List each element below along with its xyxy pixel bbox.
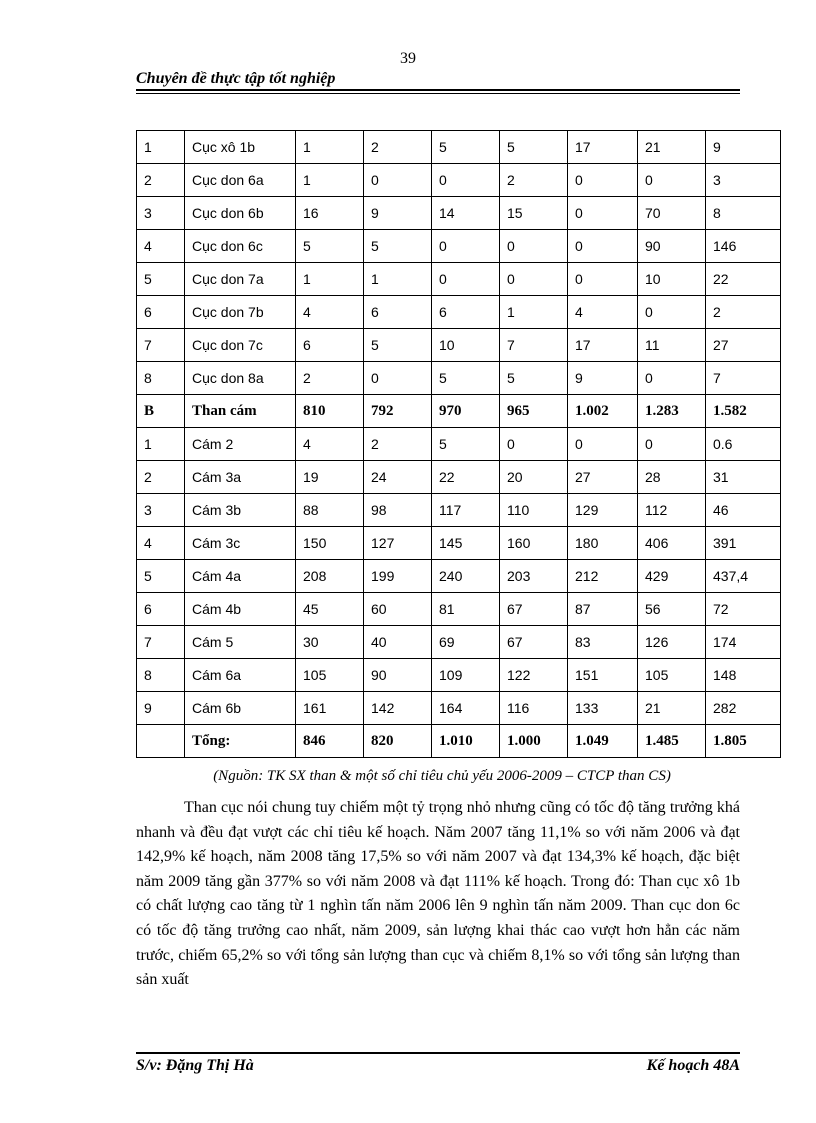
table-row — [137, 164, 781, 197]
table-cell: 2 — [364, 131, 432, 164]
table-cell: 0 — [500, 428, 568, 461]
table-cell: Cám 6a — [185, 659, 296, 692]
table-cell: 4 — [137, 230, 185, 263]
table-cell: 151 — [568, 659, 638, 692]
header-title: Chuyên đề thực tập tốt nghiệp — [136, 70, 336, 87]
table-cell: 1 — [364, 263, 432, 296]
table-cell: Cám 2 — [185, 428, 296, 461]
table-cell: 20 — [500, 461, 568, 494]
table-cell: 109 — [432, 659, 500, 692]
table-cell: 160 — [500, 527, 568, 560]
table-cell: 17 — [568, 131, 638, 164]
table-row — [137, 230, 781, 263]
table-cell: 199 — [364, 560, 432, 593]
table-row — [137, 197, 781, 230]
table-cell: 0 — [568, 164, 638, 197]
table-cell: 1 — [296, 263, 364, 296]
table-cell: 792 — [364, 395, 432, 428]
table-cell: 282 — [706, 692, 781, 725]
table-cell: 30 — [296, 626, 364, 659]
table-cell: Cám 3a — [185, 461, 296, 494]
table-cell: 4 — [568, 296, 638, 329]
table-cell: 2 — [500, 164, 568, 197]
table-cell: 437,4 — [706, 560, 781, 593]
table-cell: 145 — [432, 527, 500, 560]
table-cell: 0 — [568, 263, 638, 296]
table-cell: 1.010 — [432, 725, 500, 758]
table-cell: 1.283 — [638, 395, 706, 428]
table-cell: 0 — [568, 230, 638, 263]
table-cell: 208 — [296, 560, 364, 593]
header-divider — [136, 89, 740, 91]
table-cell: 5 — [296, 230, 364, 263]
table-cell: 3 — [706, 164, 781, 197]
table-cell: 2 — [706, 296, 781, 329]
table-cell: 24 — [364, 461, 432, 494]
table-cell: 6 — [137, 296, 185, 329]
table-cell: 1.485 — [638, 725, 706, 758]
table-cell: 1.000 — [500, 725, 568, 758]
table-cell: 0 — [432, 164, 500, 197]
table-cell: 27 — [706, 329, 781, 362]
body-paragraph: Than cục nói chung tuy chiếm một tỷ trọng nhỏ nhưng cũng có tốc độ tăng trưởng khá nhanh và đều đạt vượt các chỉ tiêu kế hoạch. Năm 2007 tăng 11,1% so với năm 2006 và đạt 142,9% kế hoạch, năm 2008 tăng 17,5% so với năm 2007 và đạt 134,3% kế hoạch, đặc biệt năm 2009 tăng gần 377% so với năm 2008 và đạt 111% kế hoạch. Trong đó: Than cục xô 1b có chất lượng cao tăng từ 1 nghìn tấn năm 2006 lên 9 nghìn tấn năm 2009. Than cục don 6c có tốc độ tăng trưởng cao nhất, năm 2009, sản lượng khai thác cao vượt hơn hẳn các năm trước, chiếm 65,2% so với tổng sản lượng than cục và chiếm 8,1% so với tổng sản lượng than sản xuất — [136, 799, 740, 989]
table-cell: 2 — [137, 461, 185, 494]
table-cell: 391 — [706, 527, 781, 560]
table-cell: 88 — [296, 494, 364, 527]
header-divider-thin — [136, 93, 740, 94]
table-cell: 0 — [638, 164, 706, 197]
table-cell: 127 — [364, 527, 432, 560]
footer-student-name: S/v: Đặng Thị Hà — [136, 1057, 254, 1074]
table-cell: Cục don 7c — [185, 329, 296, 362]
table-cell: 146 — [706, 230, 781, 263]
table-cell: 9 — [568, 362, 638, 395]
table-cell: 87 — [568, 593, 638, 626]
table-cell: 1 — [137, 428, 185, 461]
table-cell: 0 — [638, 296, 706, 329]
page-number: 39 — [400, 50, 416, 67]
table-cell: 5 — [432, 428, 500, 461]
table-cell: 174 — [706, 626, 781, 659]
table-cell: 22 — [432, 461, 500, 494]
table-cell: 9 — [137, 692, 185, 725]
table-cell: 5 — [432, 362, 500, 395]
table-cell: 8 — [706, 197, 781, 230]
table-cell: 846 — [296, 725, 364, 758]
coal-production-table — [136, 130, 781, 758]
table-cell: 7 — [137, 626, 185, 659]
table-body — [137, 131, 781, 758]
table-cell: 31 — [706, 461, 781, 494]
table-cell: 142 — [364, 692, 432, 725]
table-cell: 240 — [432, 560, 500, 593]
table-cell: 17 — [568, 329, 638, 362]
table-cell: 0 — [500, 263, 568, 296]
table-cell: 9 — [706, 131, 781, 164]
table-cell: 810 — [296, 395, 364, 428]
table-cell: 126 — [638, 626, 706, 659]
table-cell: B — [137, 395, 185, 428]
table-cell: 46 — [706, 494, 781, 527]
table-cell: 8 — [137, 659, 185, 692]
table-cell: 6 — [296, 329, 364, 362]
table-cell: 0.6 — [706, 428, 781, 461]
table-cell: 429 — [638, 560, 706, 593]
table-cell: 14 — [432, 197, 500, 230]
table-cell: 133 — [568, 692, 638, 725]
table-cell: 19 — [296, 461, 364, 494]
footer-divider — [136, 1052, 740, 1054]
table-cell: Cục xô 1b — [185, 131, 296, 164]
table-cell: 965 — [500, 395, 568, 428]
table-cell: 5 — [432, 131, 500, 164]
table-cell: Cục don 6c — [185, 230, 296, 263]
table-cell: 3 — [137, 197, 185, 230]
table-cell: 0 — [364, 362, 432, 395]
table-cell: 112 — [638, 494, 706, 527]
table-cell: 0 — [638, 362, 706, 395]
table-cell: 90 — [638, 230, 706, 263]
table-cell: 117 — [432, 494, 500, 527]
source-note: (Nguồn: TK SX than & một số chỉ tiêu chủ yếu 2006-2009 – CTCP than CS) — [213, 768, 671, 784]
table-cell: 11 — [638, 329, 706, 362]
table-cell: 45 — [296, 593, 364, 626]
table-cell: 10 — [432, 329, 500, 362]
table-cell: 56 — [638, 593, 706, 626]
table-cell — [137, 725, 185, 758]
table-cell: 148 — [706, 659, 781, 692]
table-cell: 406 — [638, 527, 706, 560]
table-row — [137, 362, 781, 395]
table-cell: 7 — [137, 329, 185, 362]
table-cell: 8 — [137, 362, 185, 395]
table-cell: Cám 4a — [185, 560, 296, 593]
table-row — [137, 395, 781, 428]
table-row — [137, 131, 781, 164]
table-cell: 5 — [364, 329, 432, 362]
table-cell: 122 — [500, 659, 568, 692]
table-cell: Cám 6b — [185, 692, 296, 725]
table-cell: 21 — [638, 131, 706, 164]
table-cell: 90 — [364, 659, 432, 692]
table-cell: 0 — [432, 230, 500, 263]
table-cell: 0 — [638, 428, 706, 461]
table-cell: 2 — [364, 428, 432, 461]
table-cell: 7 — [706, 362, 781, 395]
table-row — [137, 329, 781, 362]
table-cell: 40 — [364, 626, 432, 659]
table-cell: 1 — [137, 131, 185, 164]
table-cell: 4 — [137, 527, 185, 560]
table-cell: Cám 3c — [185, 527, 296, 560]
table-row — [137, 659, 781, 692]
table-cell: 69 — [432, 626, 500, 659]
table-cell: 7 — [500, 329, 568, 362]
table-row — [137, 428, 781, 461]
table-cell: 0 — [568, 428, 638, 461]
table-cell: 60 — [364, 593, 432, 626]
table-row — [137, 296, 781, 329]
table-row — [137, 560, 781, 593]
footer-class-name: Kế hoạch 48A — [646, 1057, 740, 1074]
table-cell: 212 — [568, 560, 638, 593]
table-cell: 6 — [432, 296, 500, 329]
table-cell: 2 — [137, 164, 185, 197]
table-cell: 129 — [568, 494, 638, 527]
table-cell: 203 — [500, 560, 568, 593]
table-cell: 0 — [568, 197, 638, 230]
table-cell: 5 — [137, 560, 185, 593]
table-cell: 27 — [568, 461, 638, 494]
table-cell: Cục don 6a — [185, 164, 296, 197]
table-cell: 6 — [364, 296, 432, 329]
table-cell: 1.049 — [568, 725, 638, 758]
table-cell: 1.002 — [568, 395, 638, 428]
table-cell: 5 — [364, 230, 432, 263]
table-row — [137, 692, 781, 725]
table-cell: Cục don 6b — [185, 197, 296, 230]
table-cell: Cám 4b — [185, 593, 296, 626]
table-cell: 98 — [364, 494, 432, 527]
table-cell: 67 — [500, 593, 568, 626]
table-row — [137, 527, 781, 560]
table-cell: Tổng: — [185, 725, 296, 758]
table-cell: 72 — [706, 593, 781, 626]
table-cell: 5 — [500, 362, 568, 395]
table-cell: 116 — [500, 692, 568, 725]
table-cell: 0 — [500, 230, 568, 263]
table-cell: 1.805 — [706, 725, 781, 758]
table-cell: 83 — [568, 626, 638, 659]
table-cell: Cám 5 — [185, 626, 296, 659]
table-cell: 1 — [296, 164, 364, 197]
table-row — [137, 494, 781, 527]
table-cell: 22 — [706, 263, 781, 296]
table-cell: 164 — [432, 692, 500, 725]
table-row — [137, 725, 781, 758]
table-cell: 16 — [296, 197, 364, 230]
table-row — [137, 626, 781, 659]
table-cell: Cục don 7b — [185, 296, 296, 329]
table-cell: 1 — [296, 131, 364, 164]
table-cell: 70 — [638, 197, 706, 230]
table-cell: 81 — [432, 593, 500, 626]
table-cell: 10 — [638, 263, 706, 296]
table-cell: Cục don 7a — [185, 263, 296, 296]
table-cell: Cám 3b — [185, 494, 296, 527]
table-cell: 0 — [364, 164, 432, 197]
table-cell: 2 — [296, 362, 364, 395]
table-cell: 0 — [432, 263, 500, 296]
table-cell: 9 — [364, 197, 432, 230]
table-cell: 67 — [500, 626, 568, 659]
table-cell: 161 — [296, 692, 364, 725]
table-cell: Cục don 8a — [185, 362, 296, 395]
table-cell: 5 — [137, 263, 185, 296]
table-cell: 150 — [296, 527, 364, 560]
table-cell: 21 — [638, 692, 706, 725]
table-cell: 1.582 — [706, 395, 781, 428]
table-cell: 180 — [568, 527, 638, 560]
table-row — [137, 593, 781, 626]
table-cell: 5 — [500, 131, 568, 164]
table-row — [137, 263, 781, 296]
table-cell: 15 — [500, 197, 568, 230]
table-cell: Than cám — [185, 395, 296, 428]
table-cell: 6 — [137, 593, 185, 626]
table-cell: 1 — [500, 296, 568, 329]
table-cell: 970 — [432, 395, 500, 428]
table-row — [137, 461, 781, 494]
table-cell: 28 — [638, 461, 706, 494]
table-cell: 820 — [364, 725, 432, 758]
table-cell: 105 — [638, 659, 706, 692]
table-cell: 3 — [137, 494, 185, 527]
table-cell: 4 — [296, 296, 364, 329]
table-cell: 105 — [296, 659, 364, 692]
table-cell: 4 — [296, 428, 364, 461]
table-cell: 110 — [500, 494, 568, 527]
